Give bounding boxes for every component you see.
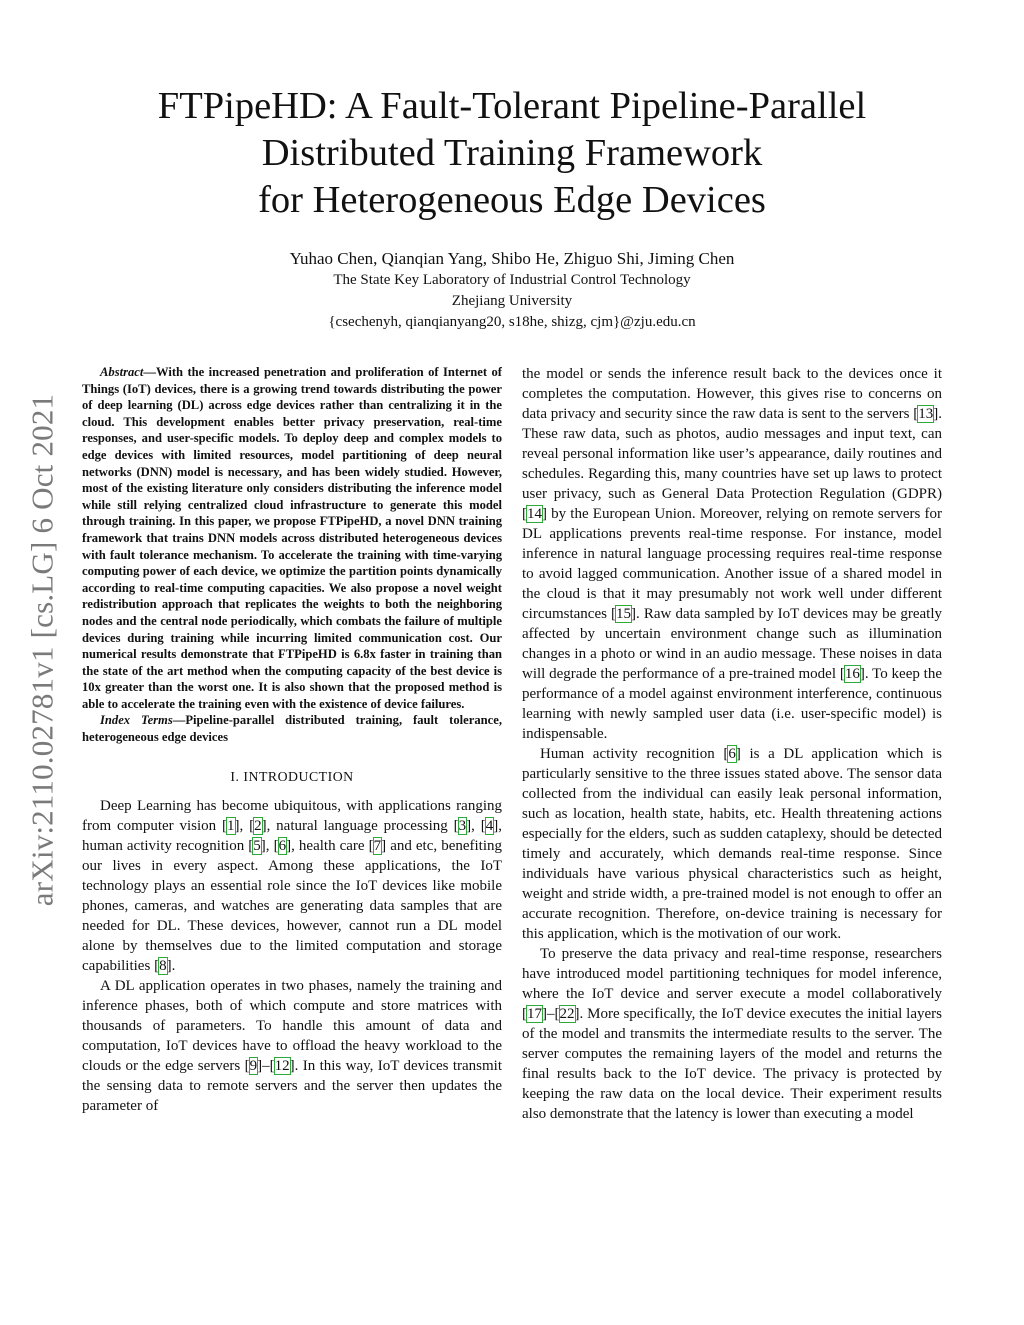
intro-paragraph-2 (82, 976, 502, 1116)
citation-link[interactable]: [12] (269, 1057, 295, 1074)
title-line-3: for Heterogeneous Edge Devices (258, 179, 766, 221)
text-run: . To keep the performance of a model against environment interference, continuous learning with newly sampled user data (i.e. user-specific model) is indispensable. (522, 666, 942, 742)
citation-link[interactable]: [14] (522, 506, 547, 522)
citation-link[interactable]: [17] (522, 1006, 547, 1022)
abstract-lead: Abstract (100, 365, 144, 379)
citation-link[interactable]: [2] (249, 817, 267, 834)
text-run: is a DL application which is particularly sensitive to the three issues stated above. The sensor data collected from the individual can easily leak personal information, such as location, health state, habits, etc. Health threatening actions especially for the elders, such as sudden cataplexy, should be detected timely and accurately, which demands real-time response. Since individuals have various physical characteristics such as height, weight and stride width, a pre-trained model is not enough to offer an accurate recognition. Therefore, on-device training is necessary for this application, which is the motivation of our work. (522, 746, 942, 942)
text-run: To preserve the data privacy and real-time response, researchers have introduced model partitioning techniques for model inference, where the IoT device and server execute a model collaboratively (522, 946, 942, 1002)
text-run: by the European Union. Moreover, relying on remote servers for DL applications prevents real-time response. For instance, model inference in natural language processing requires real-time response to avoid lagged communication. Another issue of a shared model in the cloud is that it may presumably not work well under different circumstances (522, 506, 942, 622)
text-run: , human activity recognition (82, 817, 502, 854)
right-paragraph-1 (522, 364, 942, 744)
text-run: , natural language processing (266, 817, 454, 834)
text-run: . (171, 957, 176, 974)
abstract (82, 364, 502, 712)
index-terms-lead: Index Terms (100, 713, 173, 728)
text-run: . More specifically, the IoT device executes the initial layers of the model and transmits the intermediate results to the server. The server computes the remaining layers of the model and returns the final results back to the IoT device. The privacy is protected by keeping the raw data on the local device. Their experiment results also demonstrate that the latency is lower than executing a model (522, 1006, 942, 1122)
citation-link[interactable]: [6] (723, 746, 741, 762)
intro-paragraph-1 (82, 796, 502, 976)
arxiv-stamp (22, 370, 62, 930)
citation-link[interactable]: [8] (154, 957, 172, 974)
right-column (522, 364, 942, 1124)
citation-link[interactable]: [16] (839, 666, 865, 682)
title-line-1: FTPipeHD: A Fault-Tolerant Pipeline-Parallel (157, 85, 867, 127)
section-heading-introduction (82, 768, 502, 786)
text-run: the model or sends the inference result back to the devices once it completes the computation. However, this gives rise to concerns on data privacy and security since the raw data is sent to the servers (522, 366, 942, 422)
citation-link[interactable]: [13] (913, 406, 939, 422)
text-run: . These raw data, such as photos, audio messages and input text, can reveal personal information like user’s appearance, daily routines and schedules. Regarding this, many countries have set up laws to protect user privacy, such as General Data Protection Regulation (GDPR) (522, 406, 942, 502)
section-title-rest: NTRODUCTION (248, 768, 354, 784)
text-run: . In this way, IoT devices transmit the sensing data to remote servers and the server then updates the parameter of (82, 1057, 502, 1114)
citation-link[interactable]: [7] (368, 837, 387, 854)
text-run: and etc, benefiting our lives in every aspect. Among these applications, the IoT technology plays an essential role since the IoT devices like mobile phones, cameras, and watches are generating data samples that are needed for DL. These devices, however, cannot run a DL model alone by themselves due to the limited computation and storage capabilities (82, 837, 503, 974)
arxiv-identifier: arXiv:2110.02781v1 [cs.LG] 6 Oct 2021 (24, 393, 59, 907)
citation-link[interactable]: [1] (222, 817, 240, 834)
text-run: – (262, 1057, 270, 1074)
citation-link[interactable]: [5] (248, 837, 266, 854)
text-run: A DL application operates in two phases, namely the training and inference phases, both of which compute and store matrices with thousands of parameters. To handle this amount of data and computation, IoT devices have to offload the heavy workload to the clouds or the edge servers (82, 977, 502, 1074)
text-run: Deep Learning has become ubiquitous, with applications ranging from computer vision (82, 797, 502, 834)
citation-link[interactable]: [15] (611, 606, 637, 622)
index-terms-text: —Pipeline-parallel distributed training, fault tolerance, heterogeneous edge devices (82, 713, 502, 745)
left-column (82, 364, 502, 1116)
section-number: I. (230, 768, 244, 784)
text-run: , (471, 817, 481, 834)
text-run: . Raw data sampled by IoT devices may be greatly affected by uncertain environment change such as illumination changes in a photo or wind in an audio message. These noises in data will degrade the performance of a pre-trained model (522, 606, 942, 682)
citation-link[interactable]: [4] (480, 817, 499, 834)
text-run: , (239, 817, 250, 834)
abstract-text: —With the increased penetration and proliferation of Internet of Things (IoT) devices, there is a growing trend towards distributing the power of deep learning (DL) across edge devices rather than centralizing it in the cloud. This development enables better privacy preservation, real-time responses, and user-specific models. To deploy deep and complex models to edge devices with limited resources, model partitioning of deep neural networks (DNN) model is necessary, and has been widely studied. However, most of the existing literature only considers distributing the inference model while still relying centralized cloud infrastructure to generate this model through training. In this paper, we propose FTPipeHD, a novel DNN training framework that trains DNN models across distributed heterogeneous devices with fault tolerance mechanism. To accelerate the training with time-varying computing power of each device, we optimize the partition points dynamically according to real-time computing capacities. We also propose a novel weight redistribution approach that replicates the weights to both the neighboring nodes and the central node periodically, which combats the failure of multiple devices during training while incurring limited communication cost. Our numerical results demonstrate that FTPipeHD is 6.8x faster in training than the state of the art method when the computing capacity of the best device is 10x greater than the worst one. It is also shown that the proposed method is able to accelerate the training even with the existence of device failures. (82, 365, 502, 711)
index-terms (82, 712, 502, 745)
citation-link[interactable]: [6] (273, 837, 292, 854)
title-line-2: Distributed Training Framework (261, 132, 763, 174)
text-run: , health care (291, 837, 369, 854)
right-paragraph-3 (522, 944, 942, 1124)
text-run: , (265, 837, 274, 854)
author-block (80, 248, 944, 333)
affiliation-lab: The State Key Laboratory of Industrial Control Technology (333, 272, 691, 288)
paper-title (80, 83, 944, 224)
right-paragraph-2 (522, 744, 942, 944)
author-names: Yuhao Chen, Qianqian Yang, Shibo He, Zhiguo Shi, Jiming Chen (289, 249, 735, 268)
text-run: – (547, 1006, 555, 1022)
text-run: Human activity recognition (540, 746, 724, 762)
citation-link[interactable]: [22] (554, 1006, 580, 1022)
citation-link[interactable]: [3] (453, 817, 472, 834)
affiliation-university: Zhejiang University (451, 293, 573, 309)
section-first-letter: I (243, 768, 249, 784)
author-email: {csechenyh, qianqianyang20, s18he, shizg, cjm}@zju.edu.cn (328, 314, 696, 330)
citation-link[interactable]: [9] (244, 1057, 263, 1074)
